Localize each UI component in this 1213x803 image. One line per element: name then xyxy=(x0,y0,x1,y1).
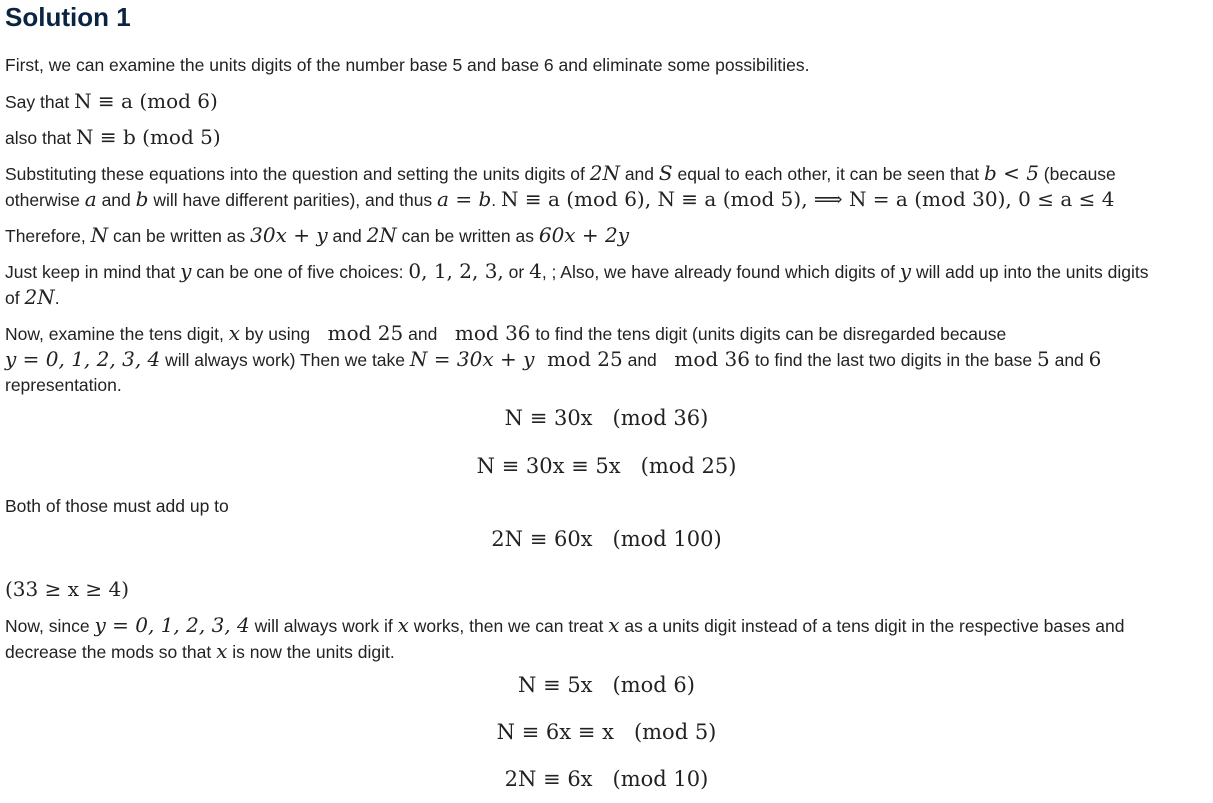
units-digit-paragraph-line-2 xyxy=(5,638,395,665)
text: decrease the mods so that xyxy=(5,642,217,662)
text: will have different parities), and thus xyxy=(148,190,438,210)
text: and xyxy=(622,350,662,370)
text: and xyxy=(327,226,367,246)
text: can be written as xyxy=(108,226,251,246)
math: 2N xyxy=(366,223,397,247)
math: b < 5 xyxy=(983,161,1039,185)
text: and xyxy=(1049,350,1089,370)
math: 6 xyxy=(1088,347,1102,371)
text: Now, since xyxy=(5,616,95,636)
text: or xyxy=(503,262,530,282)
math: mod 36 xyxy=(442,321,531,345)
text: can be one of five choices: xyxy=(191,262,409,282)
math: 0, 1, 2, 3, xyxy=(408,259,504,283)
display-equation-4: N ≡ 5x (mod 6) xyxy=(518,673,695,697)
text: Therefore, xyxy=(5,226,91,246)
math: 2N xyxy=(589,161,620,185)
math: y = 0, 1, 2, 3, 4 xyxy=(5,347,161,371)
math: 2N xyxy=(24,285,55,309)
math: y xyxy=(180,259,192,283)
solution-heading: Solution 1 xyxy=(5,2,131,32)
text: and xyxy=(619,164,659,184)
math: y = 0, 1, 2, 3, 4 xyxy=(94,613,250,637)
tens-digit-paragraph-line-1 xyxy=(5,320,1006,347)
math: 60x + 2y xyxy=(538,223,630,247)
x-range: (33 ≥ x ≥ 4) xyxy=(5,577,130,601)
add-up-sentence: Both of those must add up to xyxy=(5,496,229,516)
math: x xyxy=(216,639,228,663)
text: of xyxy=(5,288,25,308)
choices-paragraph-line-1 xyxy=(5,258,1148,285)
text: will always work) Then we take xyxy=(160,350,410,370)
intro-paragraph: First, we can examine the units digits of the number base 5 and base 6 and eliminate some possibilities. xyxy=(5,55,810,75)
math: N = 30x + y xyxy=(409,347,535,371)
math: x xyxy=(228,321,241,345)
congruence-a-line xyxy=(5,88,218,115)
text: by using xyxy=(240,324,315,344)
math: S xyxy=(658,161,673,185)
display-equation-6: 2N ≡ 6x (mod 10) xyxy=(504,767,709,791)
text: can be written as xyxy=(396,226,539,246)
text: will always work if xyxy=(249,616,398,636)
tens-digit-paragraph-line-3: representation. xyxy=(5,375,122,395)
text: . xyxy=(54,288,60,308)
choices-paragraph-line-2 xyxy=(5,284,60,311)
math: mod 36 xyxy=(661,347,750,371)
substitution-paragraph-line-1 xyxy=(5,160,1116,187)
tens-digit-paragraph-line-2 xyxy=(5,346,1101,373)
text: will add up into the units digits xyxy=(911,262,1149,282)
math: mod 25 xyxy=(534,347,623,371)
text: to find the last two digits in the base xyxy=(750,350,1037,370)
therefore-paragraph xyxy=(5,222,629,249)
math: b xyxy=(135,187,149,211)
math: 5 xyxy=(1036,347,1050,371)
math: 4 xyxy=(529,259,542,283)
math: 30x + y xyxy=(250,223,328,247)
math: N ≡ b (mod 5) xyxy=(76,125,221,149)
math: y xyxy=(899,259,912,283)
text: also that xyxy=(5,128,77,148)
math: x xyxy=(397,613,409,637)
text: . xyxy=(491,190,501,210)
text: equal to each other, it can be seen that xyxy=(672,164,984,184)
text: and xyxy=(96,190,136,210)
math: N xyxy=(90,223,109,247)
text: and xyxy=(403,324,443,344)
math: a = b xyxy=(437,187,492,211)
text: (because xyxy=(1038,164,1116,184)
text: is now the units digit. xyxy=(227,642,395,662)
math: a xyxy=(84,187,97,211)
substitution-paragraph-line-2 xyxy=(5,186,1114,213)
text: Now, examine the tens digit, xyxy=(5,324,229,344)
text: otherwise xyxy=(5,190,85,210)
units-digit-paragraph-line-1 xyxy=(5,612,1124,639)
text: to find the tens digit (units digits can be disregarded because xyxy=(530,324,1007,344)
display-equation-5: N ≡ 6x ≡ x (mod 5) xyxy=(496,720,717,744)
math: N ≡ a (mod 6), N ≡ a (mod 5), ⟹ N = a (mod 30), 0 ≤ a ≤ 4 xyxy=(500,187,1115,211)
text: as a units digit instead of a tens digit in the respective bases and xyxy=(619,616,1125,636)
congruence-b-line xyxy=(5,124,221,151)
text: works, then we can treat xyxy=(408,616,609,636)
math: N ≡ a (mod 6) xyxy=(74,89,218,113)
display-equation-2: N ≡ 30x ≡ 5x (mod 25) xyxy=(476,454,737,478)
text: Just keep in mind that xyxy=(5,262,181,282)
math: x xyxy=(608,613,620,637)
text: , ; Also, we have already found which digits of xyxy=(541,262,900,282)
display-equation-1: N ≡ 30x (mod 36) xyxy=(504,406,709,430)
text: Substituting these equations into the question and setting the units digits of xyxy=(5,164,590,184)
math: mod 25 xyxy=(314,321,404,345)
display-equation-3: 2N ≡ 60x (mod 100) xyxy=(491,527,722,551)
text: Say that xyxy=(5,92,75,112)
